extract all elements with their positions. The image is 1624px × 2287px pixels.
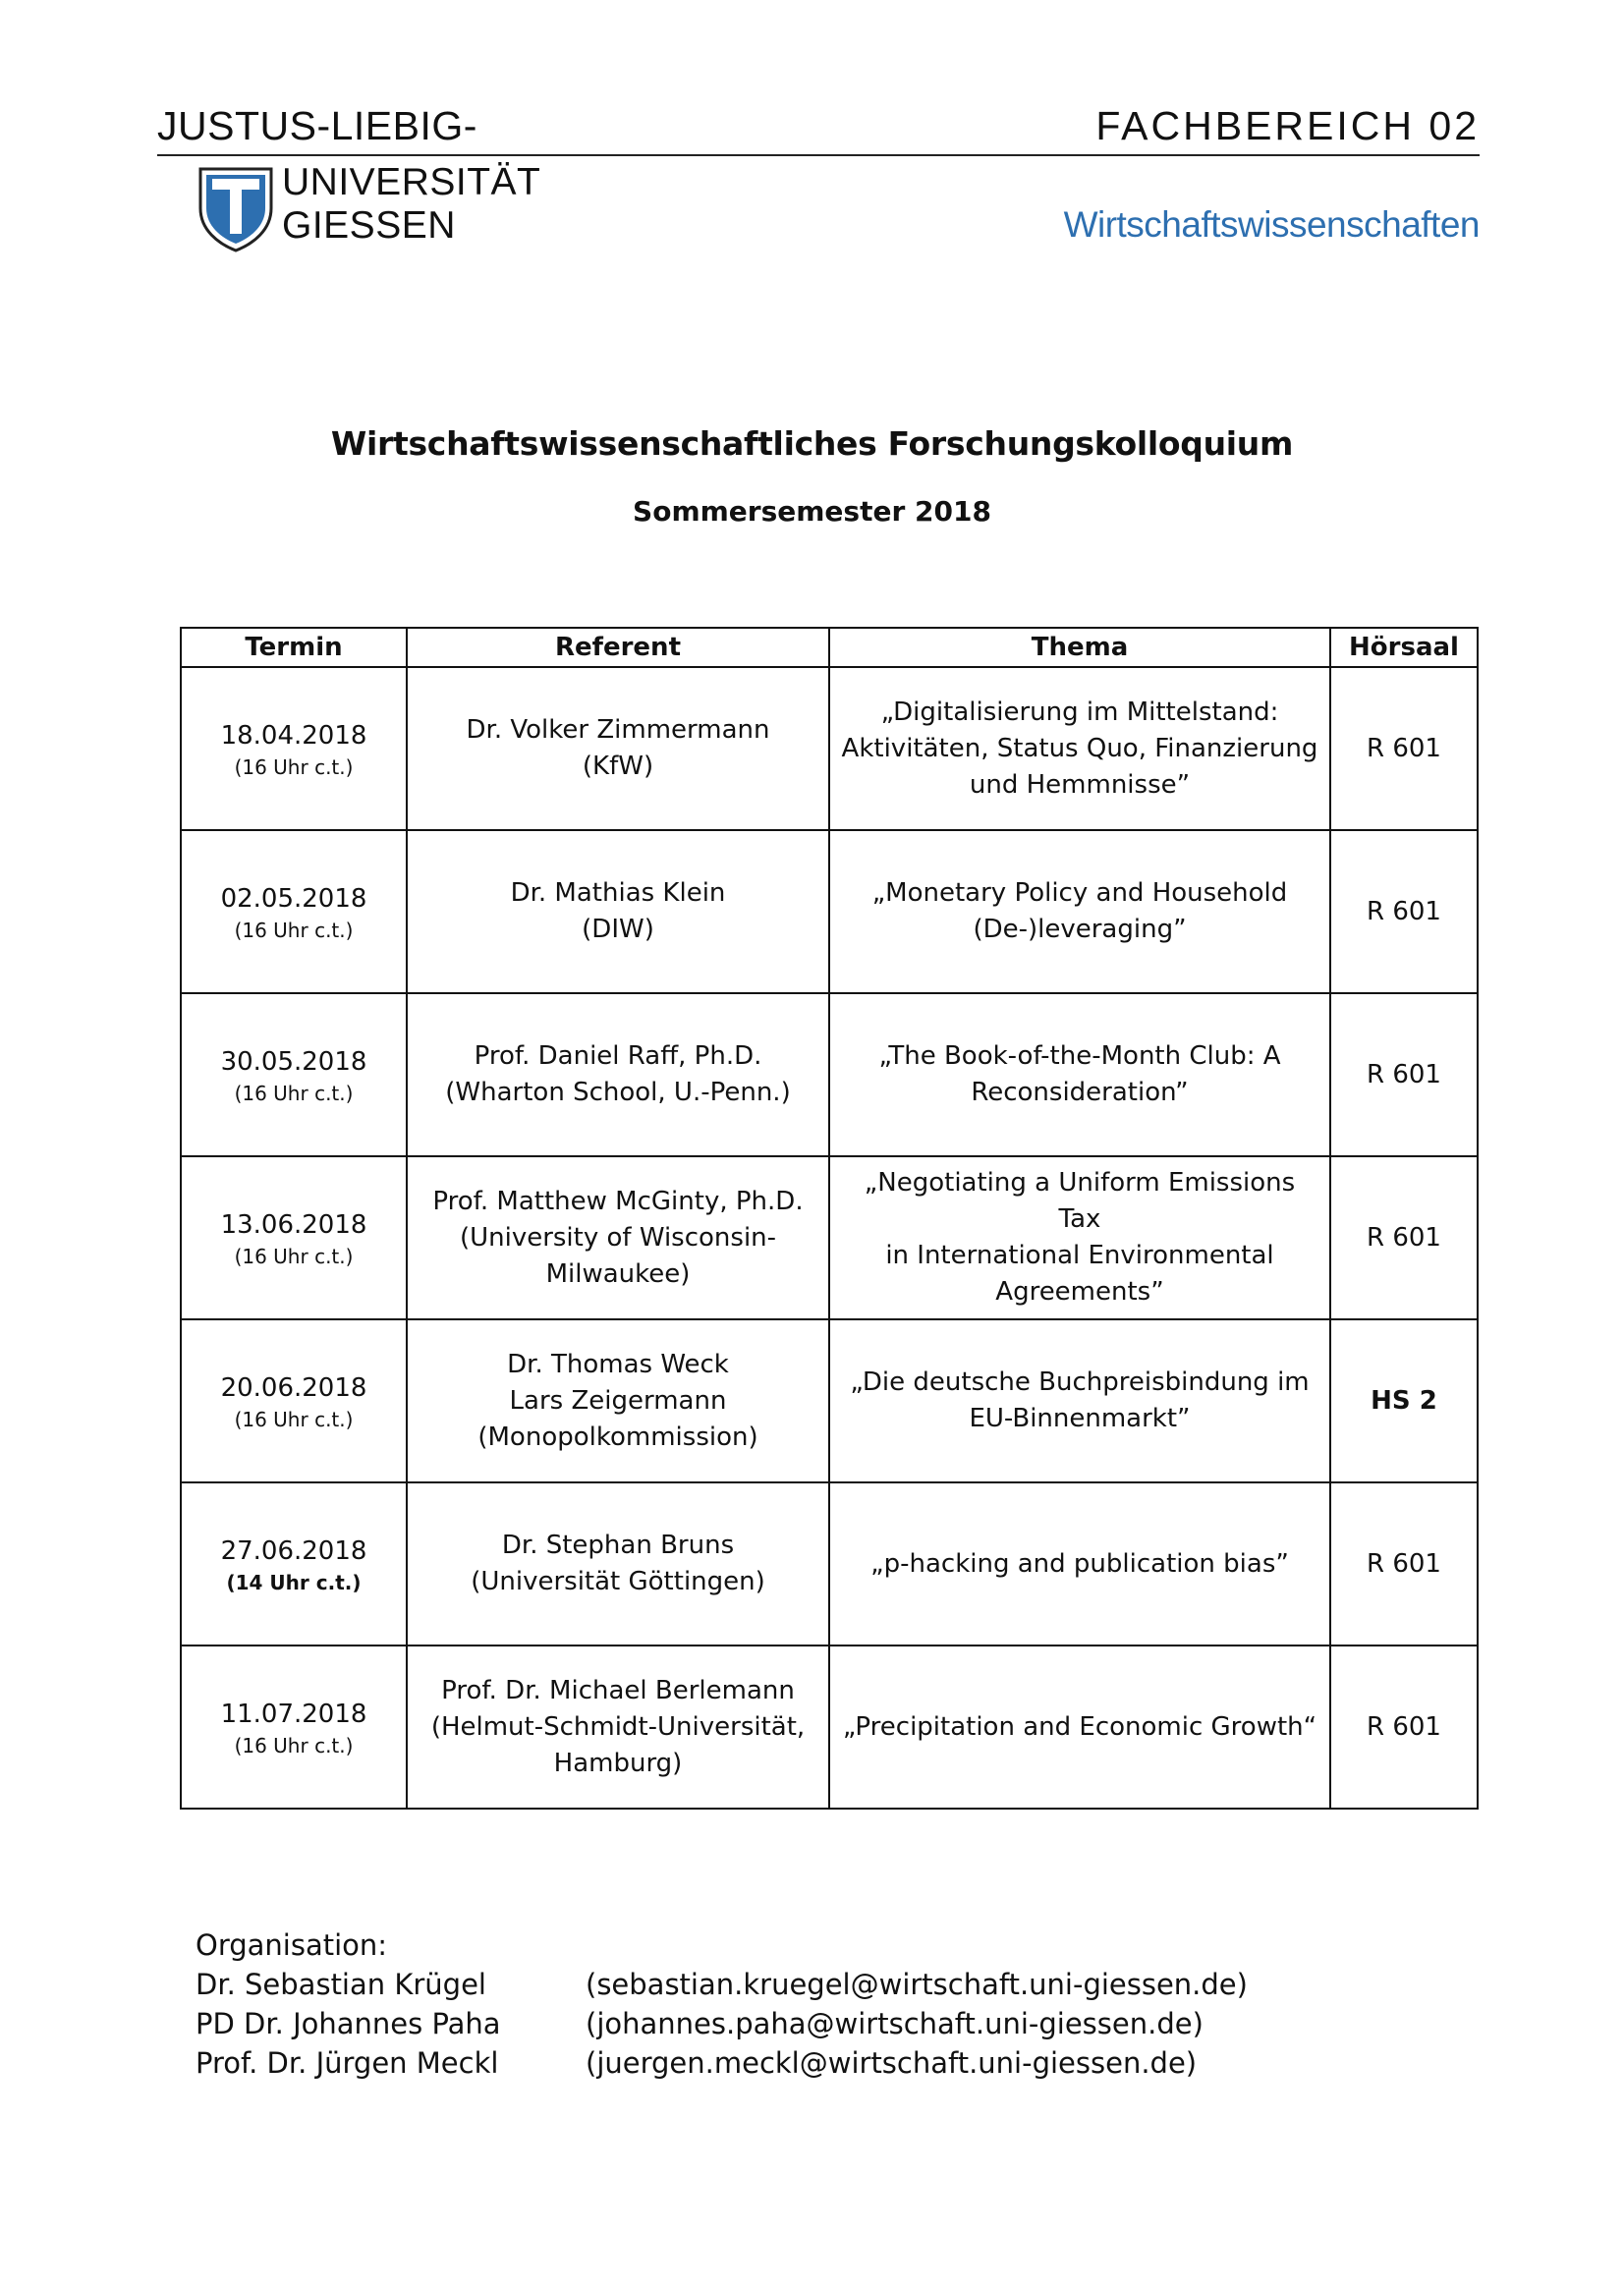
table-row bbox=[181, 830, 1478, 993]
topic-line: Aktivitäten, Status Quo, Finanzierung bbox=[841, 733, 1318, 763]
topic-line: Reconsideration” bbox=[971, 1078, 1189, 1107]
topic-line: (De-)leveraging” bbox=[973, 915, 1187, 944]
speaker-cell bbox=[407, 1482, 829, 1646]
speaker-line: (Monopolkommission) bbox=[477, 1422, 758, 1452]
topic-cell bbox=[829, 1646, 1330, 1809]
topic-line: in International Environmental bbox=[885, 1241, 1274, 1270]
time: (14 Uhr c.t.) bbox=[226, 1570, 362, 1594]
contact-row bbox=[196, 2043, 1248, 2083]
speaker-line: Prof. Daniel Raff, Ph.D. bbox=[474, 1041, 762, 1071]
date: 27.06.2018 bbox=[220, 1535, 367, 1566]
room-cell: R 601 bbox=[1330, 667, 1478, 830]
topic-cell bbox=[829, 1482, 1330, 1646]
contact-email[interactable]: (johannes.paha@wirtschaft.uni-giessen.de) bbox=[586, 2007, 1204, 2040]
speaker-line: Dr. Thomas Weck bbox=[507, 1349, 729, 1379]
university-crest-icon bbox=[196, 165, 275, 253]
speaker-line: Dr. Stephan Bruns bbox=[501, 1531, 735, 1560]
speaker-cell bbox=[407, 993, 829, 1156]
topic-cell bbox=[829, 1319, 1330, 1482]
table-row bbox=[181, 1156, 1478, 1319]
table-row bbox=[181, 993, 1478, 1156]
speaker-cell bbox=[407, 1156, 829, 1319]
contact-name: Dr. Sebastian Krügel bbox=[196, 1968, 486, 2001]
university-name-line3: GIESSEN bbox=[282, 204, 456, 247]
topic-cell bbox=[829, 667, 1330, 830]
date-cell bbox=[181, 1646, 407, 1809]
topic-line: Agreements” bbox=[995, 1277, 1164, 1307]
table-row bbox=[181, 1646, 1478, 1809]
time: (16 Uhr c.t.) bbox=[234, 1244, 354, 1268]
speaker-line: Milwaukee) bbox=[545, 1258, 691, 1289]
time: (16 Uhr c.t.) bbox=[234, 1733, 354, 1757]
date-cell bbox=[181, 830, 407, 993]
table-header-row bbox=[181, 628, 1478, 667]
topic-cell bbox=[829, 830, 1330, 993]
contact-row bbox=[196, 2004, 1248, 2043]
topic-line: „The Book-of-the-Month Club: A bbox=[878, 1041, 1281, 1071]
topic-line: „p-hacking and publication bias” bbox=[870, 1548, 1289, 1579]
date: 30.05.2018 bbox=[220, 1046, 367, 1077]
topic-line: „Die deutsche Buchpreisbindung im bbox=[850, 1367, 1310, 1397]
speaker-line: Dr. Mathias Klein bbox=[510, 878, 726, 908]
schedule-table bbox=[180, 627, 1479, 1810]
speaker-line: Lars Zeigermann bbox=[509, 1385, 727, 1416]
room-cell: HS 2 bbox=[1330, 1319, 1478, 1482]
room-cell: R 601 bbox=[1330, 1482, 1478, 1646]
speaker-cell bbox=[407, 667, 829, 830]
date: 18.04.2018 bbox=[220, 720, 367, 751]
speaker-line: Dr. Volker Zimmermann bbox=[466, 715, 770, 745]
speaker-line: (University of Wisconsin- bbox=[459, 1222, 777, 1253]
table-row bbox=[181, 667, 1478, 830]
contact-email[interactable]: (sebastian.kruegel@wirtschaft.uni-giessen.de) bbox=[586, 1968, 1248, 2001]
department-subtitle: Wirtschaftswissenschaften bbox=[1063, 204, 1480, 245]
organisation-section bbox=[196, 1925, 1248, 2083]
topic-line: „Precipitation and Economic Growth“ bbox=[842, 1711, 1317, 1742]
date-cell bbox=[181, 667, 407, 830]
university-name-line1: JUSTUS-LIEBIG- bbox=[157, 103, 477, 148]
room-cell: R 601 bbox=[1330, 830, 1478, 993]
topic-cell bbox=[829, 993, 1330, 1156]
organisation-label: Organisation: bbox=[196, 1928, 388, 1962]
column-header-hoersaal: Hörsaal bbox=[1330, 628, 1478, 667]
room-cell: R 601 bbox=[1330, 993, 1478, 1156]
time: (16 Uhr c.t.) bbox=[234, 918, 354, 942]
date: 20.06.2018 bbox=[220, 1372, 367, 1403]
table-row bbox=[181, 1319, 1478, 1482]
topic-cell bbox=[829, 1156, 1330, 1319]
room-cell: R 601 bbox=[1330, 1156, 1478, 1319]
topic-line: „Digitalisierung im Mittelstand: bbox=[880, 697, 1279, 727]
speaker-line: Prof. Dr. Michael Berlemann bbox=[441, 1675, 795, 1705]
time: (16 Uhr c.t.) bbox=[234, 1081, 354, 1105]
topic-line: EU-Binnenmarkt” bbox=[969, 1404, 1191, 1433]
topic-line: und Hemmnisse” bbox=[969, 769, 1191, 800]
date: 11.07.2018 bbox=[220, 1699, 367, 1729]
speaker-line: (Helmut-Schmidt-Universität, bbox=[430, 1711, 806, 1742]
speaker-line: Hamburg) bbox=[553, 1748, 683, 1778]
date-cell bbox=[181, 993, 407, 1156]
topic-line: „Monetary Policy and Household bbox=[871, 878, 1288, 908]
speaker-line: (DIW) bbox=[582, 915, 654, 944]
column-header-thema: Thema bbox=[829, 628, 1330, 667]
date-cell bbox=[181, 1156, 407, 1319]
date: 13.06.2018 bbox=[220, 1209, 367, 1240]
speaker-line: (KfW) bbox=[582, 752, 654, 781]
column-header-referent: Referent bbox=[407, 628, 829, 667]
speaker-line: Prof. Matthew McGinty, Ph.D. bbox=[432, 1186, 804, 1216]
page-subtitle: Sommersemester 2018 bbox=[633, 495, 991, 528]
time: (16 Uhr c.t.) bbox=[234, 754, 354, 779]
speaker-cell bbox=[407, 1319, 829, 1482]
date-cell bbox=[181, 1482, 407, 1646]
table-row bbox=[181, 1482, 1478, 1646]
contact-email[interactable]: (juergen.meckl@wirtschaft.uni-giessen.de) bbox=[586, 2046, 1198, 2080]
column-header-termin: Termin bbox=[181, 628, 407, 667]
department-name: FACHBEREICH 02 bbox=[1095, 103, 1480, 148]
university-name-line2: UNIVERSITÄT bbox=[282, 161, 541, 203]
time: (16 Uhr c.t.) bbox=[234, 1407, 354, 1431]
speaker-cell bbox=[407, 1646, 829, 1809]
speaker-cell bbox=[407, 830, 829, 993]
speaker-line: (Wharton School, U.-Penn.) bbox=[445, 1078, 791, 1107]
contact-name: PD Dr. Johannes Paha bbox=[196, 2007, 501, 2040]
header-divider bbox=[157, 154, 1480, 156]
date-cell bbox=[181, 1319, 407, 1482]
contact-name: Prof. Dr. Jürgen Meckl bbox=[196, 2046, 499, 2080]
speaker-line: (Universität Göttingen) bbox=[471, 1567, 765, 1596]
contact-row bbox=[196, 1965, 1248, 2004]
date: 02.05.2018 bbox=[220, 883, 367, 914]
topic-line: „Negotiating a Uniform Emissions Tax bbox=[864, 1168, 1296, 1234]
page-title: Wirtschaftswissenschaftliches Forschungskolloquium bbox=[330, 424, 1294, 463]
room-cell: R 601 bbox=[1330, 1646, 1478, 1809]
